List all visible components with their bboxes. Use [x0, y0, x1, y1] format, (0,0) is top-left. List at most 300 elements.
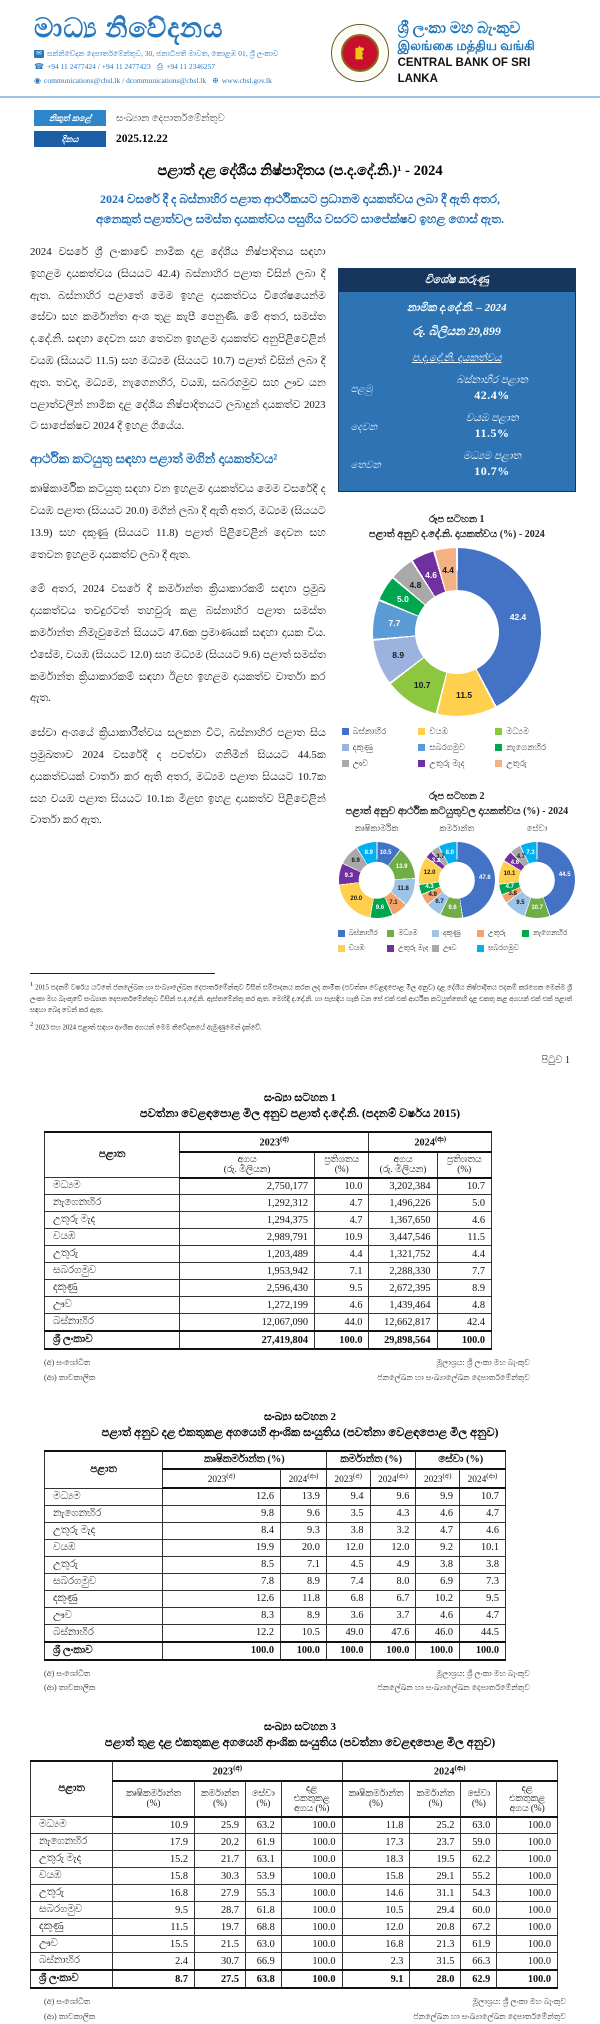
date-badge: දිනය	[34, 131, 106, 147]
rank-value: 11.5%	[474, 426, 510, 441]
value-cell: 100.0	[497, 1970, 558, 1988]
gdp-share-donut-chart	[373, 548, 541, 716]
sector-donuts	[338, 823, 576, 918]
slice-label: 10.5	[379, 850, 392, 857]
value-cell: 10.9	[113, 1817, 195, 1834]
legend-item	[342, 742, 419, 753]
column-subheader: $2024^{(ආ)}$	[370, 1469, 416, 1488]
legend-label: උතුරු	[506, 758, 527, 769]
value-cell: 27,419,804	[180, 1331, 315, 1349]
legend-swatch	[418, 728, 425, 735]
phone-line: ☎ +94 11 2477424 / +94 11 2477423 ⎙ +94 11 2346257	[34, 60, 331, 74]
slice-label: 7.7	[388, 617, 401, 628]
value-cell: 6.8	[326, 1590, 370, 1607]
value-cell: 27.5	[195, 1970, 246, 1988]
chart-2-legend	[338, 928, 576, 953]
date-row	[34, 131, 600, 147]
value-cell: 12.6	[163, 1488, 281, 1505]
value-cell: 4.6	[460, 1522, 506, 1539]
table-row	[31, 1834, 558, 1851]
table-row	[31, 1851, 558, 1868]
value-cell: 3.2	[370, 1522, 416, 1539]
value-cell: 8.3	[163, 1607, 281, 1624]
value-cell: 28.7	[195, 1902, 246, 1919]
legend-swatch	[342, 744, 349, 751]
source-notes: මූලාශ්‍රය: ශ්‍රී ලංකා මහ බැංකුව ජනලේඛන හා සංඛ්‍යාලේඛන දෙපාර්තමේන්තුව	[413, 1997, 566, 2021]
value-cell: 100.0	[497, 1834, 558, 1851]
legend-item	[418, 758, 495, 769]
value-cell: 14.6	[342, 1885, 410, 1902]
footnote-2-marker: 2	[30, 1020, 34, 1028]
value-cell: 4.7	[460, 1505, 506, 1522]
column-subheader: $2023^{(අ)}$	[326, 1469, 370, 1488]
cbsl-logo	[331, 24, 388, 82]
slice-label: 12.0	[423, 869, 436, 876]
column-subheader: කර්මාන්ත (%)	[195, 1781, 246, 1817]
legend-item	[387, 943, 432, 953]
legend-label: බස්නාහිර	[348, 928, 378, 938]
value-cell: 25.2	[410, 1817, 461, 1834]
legend-item	[387, 928, 432, 938]
value-cell: 63.2	[246, 1817, 282, 1834]
value-cell: 29,898,564	[369, 1331, 437, 1349]
donut-hole	[439, 862, 475, 898]
value-cell: 27.9	[195, 1885, 246, 1902]
province-cell: වයඹ	[45, 1539, 163, 1556]
document-subtitle	[0, 190, 600, 230]
column-group-header: $2023^{(අ)}$	[180, 1132, 369, 1151]
value-cell: 100.0	[281, 1834, 342, 1851]
value-cell: 68.8	[246, 1919, 282, 1936]
legend-item	[338, 928, 387, 938]
value-cell: 100.0	[326, 1642, 370, 1660]
value-cell: 20.2	[195, 1834, 246, 1851]
agriculture-title: කෘෂිකාර්මික	[354, 823, 399, 834]
value-cell: 8.9	[281, 1607, 327, 1624]
table-row	[45, 1505, 506, 1522]
value-cell: 100.0	[497, 1919, 558, 1936]
value-cell: 47.6	[370, 1624, 416, 1642]
legend-swatch	[432, 930, 439, 937]
value-cell: 1,294,375	[180, 1212, 315, 1229]
legend-label: මධ්‍යම	[506, 726, 529, 737]
table-row	[45, 1573, 506, 1590]
press-release-title: මාධ්‍ය නිවේදනය	[34, 13, 224, 43]
legend-item	[477, 943, 522, 953]
value-cell: 15.8	[113, 1868, 195, 1885]
rank-province: මධ්‍යම පළාත 10.7%	[417, 451, 567, 479]
value-cell: 63.8	[246, 1970, 282, 1988]
value-cell: 10.5	[342, 1902, 410, 1919]
value-cell: 100.0	[281, 1817, 342, 1834]
table-row	[31, 1953, 558, 1971]
legend-item	[432, 943, 477, 953]
rank-label: දෙවන	[350, 421, 378, 433]
value-cell: 29.1	[410, 1868, 461, 1885]
value-cell: 19.9	[163, 1539, 281, 1556]
value-cell: 11.5	[113, 1919, 195, 1936]
issued-by-badge: නිකුත් කළේ	[34, 110, 106, 126]
value-cell: 42.4	[437, 1314, 492, 1332]
slice-label: 10.7	[413, 679, 431, 690]
column-subheader: $2024^{(ආ)}$	[460, 1469, 506, 1488]
rank-value: 42.4%	[474, 388, 510, 403]
value-cell: 4.7	[315, 1212, 369, 1229]
value-cell: 12.0	[326, 1539, 370, 1556]
value-cell: 17.9	[113, 1834, 195, 1851]
legend-item	[342, 726, 419, 737]
value-cell: 13.9	[281, 1488, 327, 1505]
value-cell: 49.0	[326, 1624, 370, 1642]
value-cell: 100.0	[315, 1331, 369, 1349]
value-cell: 29.4	[410, 1902, 461, 1919]
legend-swatch	[342, 728, 349, 735]
value-cell: 100.0	[416, 1642, 460, 1660]
value-cell: 7.3	[460, 1573, 506, 1590]
value-cell: 100.0	[281, 1919, 342, 1936]
legend-swatch	[338, 945, 345, 952]
paragraph-2: කෘෂිකාර්මික කටයුතු සඳහා වන ඉහළම දායකත්වය මෙම වසරේදී ද වයඹ පළාත (සියයට 20.0) මගින් ලබා දී ඇති අතර, මධ්‍යම (සියයට 13.9) සහ දකුණු (සියයට 11.8) පළාත් පිළිවෙළින් දෙවන සහ තෙවන ඉහළම දායකත්ව ලබා දී ඇත.	[30, 483, 326, 561]
value-cell: 100.0	[497, 1902, 558, 1919]
table-caption-title: පළාත් අනුව දළ එකතුකළ අගයෙහි ආංශික සංයුතිය (පවත්නා වෙළඳපොළ මිල අනුව)	[101, 1427, 499, 1440]
value-cell: 8.5	[163, 1556, 281, 1573]
lion-icon	[349, 42, 371, 64]
table-row	[45, 1195, 492, 1212]
legend-item	[495, 742, 572, 753]
value-cell: 62.9	[461, 1970, 497, 1988]
legend-swatch	[387, 945, 394, 952]
value-cell: 100.0	[497, 1851, 558, 1868]
value-cell: 12,662,817	[369, 1314, 437, 1332]
slice-label: 3.8	[508, 891, 517, 898]
column-subheader: $2023^{(අ)}$	[163, 1469, 281, 1488]
province-cell: උතුරු	[31, 1885, 113, 1902]
table-notes	[0, 1995, 600, 2024]
province-cell: බස්නාහිර	[31, 1953, 113, 1971]
source-notes: මූලාශ්‍රය: ශ්‍රී ලංකා මහ බැංකුව ජනලේඛන හා සංඛ්‍යාලේඛන දෙපාර්තමේන්තුව	[377, 1668, 530, 1693]
legend-swatch	[477, 930, 484, 937]
province-cell: මධ්‍යම	[45, 1488, 163, 1505]
meta-block	[0, 98, 600, 147]
subtitle-line-1: 2024 වසරේ දී ද බස්නාහිර පළාත ආර්ථිකයට ප්‍රධානම දායකත්වය ලබා දී ඇති අතර,	[100, 192, 500, 207]
value-cell: 12.0	[342, 1919, 410, 1936]
value-cell: 18.3	[342, 1851, 410, 1868]
slice-label: 9.6	[448, 904, 457, 911]
legend-label: සබරගමුව	[488, 943, 519, 953]
donut-hole	[519, 862, 555, 898]
slice-label: 10.7	[531, 905, 544, 912]
value-cell: 55.3	[246, 1885, 282, 1902]
value-cell: 3.8	[416, 1556, 460, 1573]
value-cell: 7.8	[163, 1573, 281, 1590]
agriculture-donut-block	[338, 823, 416, 918]
table-caption-title: පළාත් තුළ දළ එකතුකළ අගයෙහි ආංශික සංයුතිය (පවත්නා වෙළඳපොළ මිල අනුව)	[104, 1737, 496, 1750]
value-cell: 15.8	[342, 1868, 410, 1885]
facts-rank-row-3	[347, 451, 567, 479]
slice-label: 4.6	[425, 569, 437, 580]
table-caption-number: සංඛ්‍යා සටහන 2	[263, 1411, 337, 1424]
table-total-row	[45, 1642, 506, 1660]
value-cell: 4.9	[370, 1556, 416, 1573]
value-cell: 100.0	[497, 1953, 558, 1971]
value-cell: 11.8	[281, 1590, 327, 1607]
value-cell: 2,672,395	[369, 1280, 437, 1297]
slice-label: 9.3	[344, 872, 353, 879]
value-cell: 4.6	[315, 1297, 369, 1314]
table-block-3	[0, 1721, 600, 2024]
facts-rank-row-1	[347, 375, 567, 403]
value-cell: 4.6	[416, 1607, 460, 1624]
province-cell: බස්නාහිර	[45, 1624, 163, 1642]
province-cell: ඌව	[45, 1607, 163, 1624]
footnote-1-marker: 1	[30, 981, 34, 989]
table-block-1	[0, 1092, 600, 1385]
table-total-row	[45, 1331, 492, 1349]
legend-swatch	[338, 930, 345, 937]
value-cell: 4.6	[416, 1505, 460, 1522]
document-title: පළාත් දළ දේශීය නිෂ්පාදිතය (ප.ද.දේ.නි.)¹ - 2024	[157, 163, 443, 180]
value-cell: 7.4	[326, 1573, 370, 1590]
value-cell: 100.0	[497, 1868, 558, 1885]
address-line: ✉ සන්නිවේදන දෙපාර්තමේන්තුව, 30, ජනාධිපති මාවත, කොළඹ 01, ශ්‍රී ලංකාව	[34, 47, 331, 60]
province-cell: ඌව	[45, 1297, 180, 1314]
value-cell: 4.6	[437, 1212, 492, 1229]
legend-swatch	[495, 744, 502, 751]
value-cell: 60.0	[461, 1902, 497, 1919]
legend-label: උතුරු මැද	[429, 758, 465, 769]
province-cell: දකුණු	[31, 1919, 113, 1936]
province-cell: දකුණු	[45, 1590, 163, 1607]
table-row	[45, 1522, 506, 1539]
bank-name-tamil: இலங்கை மத்திய வங்கி	[397, 38, 535, 54]
table-row	[45, 1229, 492, 1246]
industry-donut-chart	[419, 842, 495, 918]
slice-label: 4.8	[409, 579, 422, 590]
column-group-header: කෘෂිකර්මාන්ත (%)	[163, 1451, 327, 1469]
legend-label: උතුරු මැද	[398, 943, 429, 953]
body-columns	[0, 230, 600, 953]
column-subheader: ප්‍රතිශතය (%)	[315, 1152, 369, 1178]
value-cell: 1,439,464	[369, 1297, 437, 1314]
table-notes	[0, 1667, 600, 1696]
province-cell: නැගෙනහිර	[45, 1195, 180, 1212]
value-cell: 30.7	[195, 1953, 246, 1971]
value-cell: 100.0	[370, 1642, 416, 1660]
rank-label: තෙවන	[350, 459, 381, 471]
chart-2-block	[338, 791, 576, 953]
value-cell: 100.0	[281, 1936, 342, 1953]
province-cell: සබරගමුව	[45, 1263, 180, 1280]
slice-label: 7.3	[526, 849, 535, 856]
value-cell: 3.5	[326, 1505, 370, 1522]
province-cell: සබරගමුව	[45, 1573, 163, 1590]
value-cell: 8.0	[370, 1573, 416, 1590]
value-cell: 10.0	[315, 1178, 369, 1195]
table-row	[45, 1263, 492, 1280]
province-cell: මධ්‍යම	[31, 1817, 113, 1834]
table-row	[45, 1590, 506, 1607]
issued-by-row	[34, 110, 600, 126]
slice-label: 13.9	[395, 864, 408, 871]
legend-item	[338, 943, 387, 953]
legend-swatch	[432, 945, 439, 952]
value-cell: 20.8	[410, 1919, 461, 1936]
data-table-3	[30, 1760, 558, 1989]
header-left	[34, 14, 331, 88]
province-cell: මධ්‍යම	[45, 1178, 180, 1195]
value-cell: 28.0	[410, 1970, 461, 1988]
column-subheader: කර්මාන්ත (%)	[410, 1781, 461, 1817]
value-cell: 17.3	[342, 1834, 410, 1851]
province-cell: ඌව	[31, 1936, 113, 1953]
legend-label: නැගෙනහිර	[506, 742, 547, 753]
value-cell: 5.0	[437, 1195, 492, 1212]
legend-label: වයඹ	[429, 726, 448, 737]
value-cell: 6.7	[370, 1590, 416, 1607]
table-row	[45, 1314, 492, 1332]
slice-label: 11.5	[456, 689, 473, 700]
value-cell: 62.2	[461, 1851, 497, 1868]
value-cell: 66.3	[461, 1953, 497, 1971]
legend-item	[522, 928, 576, 938]
value-cell: 61.9	[461, 1936, 497, 1953]
value-cell: 31.1	[410, 1885, 461, 1902]
value-cell: 9.2	[416, 1539, 460, 1556]
data-table-1	[44, 1131, 492, 1350]
data-table-2	[44, 1450, 506, 1661]
slice-label: 9.6	[375, 904, 385, 911]
value-cell: 44.0	[315, 1314, 369, 1332]
table-row	[31, 1936, 558, 1953]
value-cell: 2,989,791	[180, 1229, 315, 1246]
slice-label: 20.0	[350, 896, 363, 903]
value-cell: 7.1	[315, 1263, 369, 1280]
value-cell: 100.0	[281, 1902, 342, 1919]
value-cell: 8.7	[113, 1970, 195, 1988]
value-cell: 100.0	[497, 1817, 558, 1834]
statistical-tables	[0, 1092, 600, 2024]
value-cell: 9.5	[315, 1280, 369, 1297]
table-row	[45, 1556, 506, 1573]
slice-label: 6.7	[435, 899, 444, 906]
value-cell: 8.9	[281, 1573, 327, 1590]
revision-notes: (අ) සංශෝධිත (ආ) තාවකාලික	[44, 1997, 96, 2021]
table-row	[45, 1539, 506, 1556]
value-cell: 8.4	[163, 1522, 281, 1539]
mail-icon: ✉	[34, 50, 44, 58]
value-cell: 1,367,650	[369, 1212, 437, 1229]
donut-hole	[415, 590, 499, 674]
value-cell: 4.7	[460, 1607, 506, 1624]
column-group-header: සේවා (%)	[416, 1451, 506, 1469]
date-value: 2025.12.22	[116, 133, 168, 146]
value-cell: 100.0	[497, 1936, 558, 1953]
page-number: පිටුව 1	[541, 1055, 570, 1067]
province-cell: උතුරු	[45, 1246, 180, 1263]
value-cell: 4.4	[437, 1246, 492, 1263]
value-cell: 21.7	[195, 1851, 246, 1868]
legend-item	[418, 726, 495, 737]
source-notes: මූලාශ්‍රය: ශ්‍රී ලංකා මහ බැංකුව ජනලේඛන හා සංඛ්‍යාලේඛන දෙපාර්තමේන්තුව	[377, 1358, 530, 1382]
legend-label: සබරගමුව	[429, 742, 466, 753]
chart-1-title: රූප සටහන 1	[429, 514, 485, 526]
value-cell: 19.7	[195, 1919, 246, 1936]
legend-swatch	[477, 945, 484, 952]
value-cell: 7.1	[281, 1556, 327, 1573]
province-cell: උතුරු මැද	[45, 1522, 163, 1539]
value-cell: 30.3	[195, 1868, 246, 1885]
value-cell: 4.7	[315, 1195, 369, 1212]
table-row	[31, 1817, 558, 1834]
slice-label: 10.1	[503, 871, 516, 878]
column-subheader: අගය (රු. මිලියන)	[180, 1152, 315, 1178]
legend-label: දකුණු	[443, 928, 461, 938]
value-cell: 10.5	[281, 1624, 327, 1642]
value-cell: 4.4	[315, 1246, 369, 1263]
value-cell: 100.0	[281, 1953, 342, 1971]
facts-nominal-gdp-value: රු. බිලියන 29,899	[412, 324, 501, 339]
paragraph-1: 2024 වසරේ ශ්‍රී ලංකාවේ නාමික දළ දේශීය නිෂ්පාදිතය සඳහා ඉහළම දායකත්වය (සියයට 42.4) බස්නාහිර පළාත විසින් ලබා දී ඇත. බස්නාහිර පළාතේ මෙම ඉහළ දායකත්වය විශේෂයෙන්ම සේවා සහ කර්මාන්ත අංශ තුළ කැපී පෙනුණි. මේ අතර, සමස්ත ද.දේ.නි. සඳහා දෙවන සහ තෙවන ඉහළම දායකත්ව අනුපිළිවෙළින් වයඹ (සියයට 11.5) සහ මධ්‍යම (සියයට 10.7) පළාත් විසින් ලබා දී ඇත. තවද, මධ්‍යම, නැගෙනහිර, වයඹ, සබරගමුව සහ ඌව යන පළාත්වලින් නාමික දළ දේශීය නිෂ්පාදිතයට ලබාදුන් දායකත්ව 2023 ට සාපේක්ෂව 2024 දී ඉහළ ගියේය.	[30, 246, 326, 433]
value-cell: 10.7	[460, 1488, 506, 1505]
column-subheader: සේවා (%)	[461, 1781, 497, 1817]
donut-hole	[358, 862, 394, 898]
value-cell: 54.3	[461, 1885, 497, 1902]
value-cell: 61.9	[246, 1834, 282, 1851]
province-cell: ශ්‍රී ලංකාව	[31, 1970, 113, 1988]
at-icon: ◉	[34, 76, 41, 86]
table-caption-title: පවත්නා වෙළඳපොළ මිල අනුව පළාත් ද.දේ.නි. (පදනම් වර්ෂය 2015)	[139, 1108, 461, 1121]
province-cell: ශ්‍රී ලංකාව	[45, 1331, 180, 1349]
legend-label: නැගෙනහිර	[533, 928, 568, 938]
province-cell: උතුරු මැද	[45, 1212, 180, 1229]
value-cell: 3,447,546	[369, 1229, 437, 1246]
column-subheader: $2023^{(අ)}$	[416, 1469, 460, 1488]
slice-label: 4.6	[510, 859, 520, 866]
province-cell: උතුරු	[45, 1556, 163, 1573]
value-cell: 100.0	[281, 1642, 327, 1660]
phone-icon: ☎	[34, 62, 44, 72]
bank-names	[398, 19, 572, 87]
value-cell: 100.0	[497, 1885, 558, 1902]
table-notes	[0, 1356, 600, 1385]
value-cell: 25.9	[195, 1817, 246, 1834]
value-cell: 19.5	[410, 1851, 461, 1868]
slice-label: 8.9	[351, 858, 360, 865]
value-cell: 100.0	[437, 1331, 492, 1349]
value-cell: 3.7	[370, 1607, 416, 1624]
province-cell: ශ්‍රී ලංකාව	[45, 1642, 163, 1660]
legend-swatch	[522, 930, 529, 937]
industry-title: කර්මාන්ත	[439, 823, 475, 834]
value-cell: 2,288,330	[369, 1263, 437, 1280]
province-cell: බස්නාහිර	[45, 1314, 180, 1332]
value-cell: 9.4	[326, 1488, 370, 1505]
column-header-province: පළාත	[31, 1761, 113, 1816]
legend-label: බස්නාහිර	[352, 726, 387, 737]
chart-1-subtitle: පළාත් අනුව ද.දේ.නි. දායකත්වය (%) - 2024	[368, 529, 545, 541]
table-row	[31, 1902, 558, 1919]
province-cell: නැගෙනහිර	[31, 1834, 113, 1851]
revision-notes: (අ) සංශෝධිත (ආ) තාවකාලික	[44, 1358, 96, 1382]
value-cell: 46.0	[416, 1624, 460, 1642]
slice-label: 4.7	[505, 884, 514, 891]
slice-label: 4.4	[442, 564, 455, 575]
value-cell: 3.6	[326, 1607, 370, 1624]
text-column	[30, 242, 326, 953]
slice-label: 42.4	[509, 612, 527, 623]
fax-icon: ⎙	[156, 62, 164, 72]
chart-2-subtitle: පළාත් අනුව ආර්ථික කටයුතුවල දායකත්වය (%) - 2024	[345, 806, 569, 818]
